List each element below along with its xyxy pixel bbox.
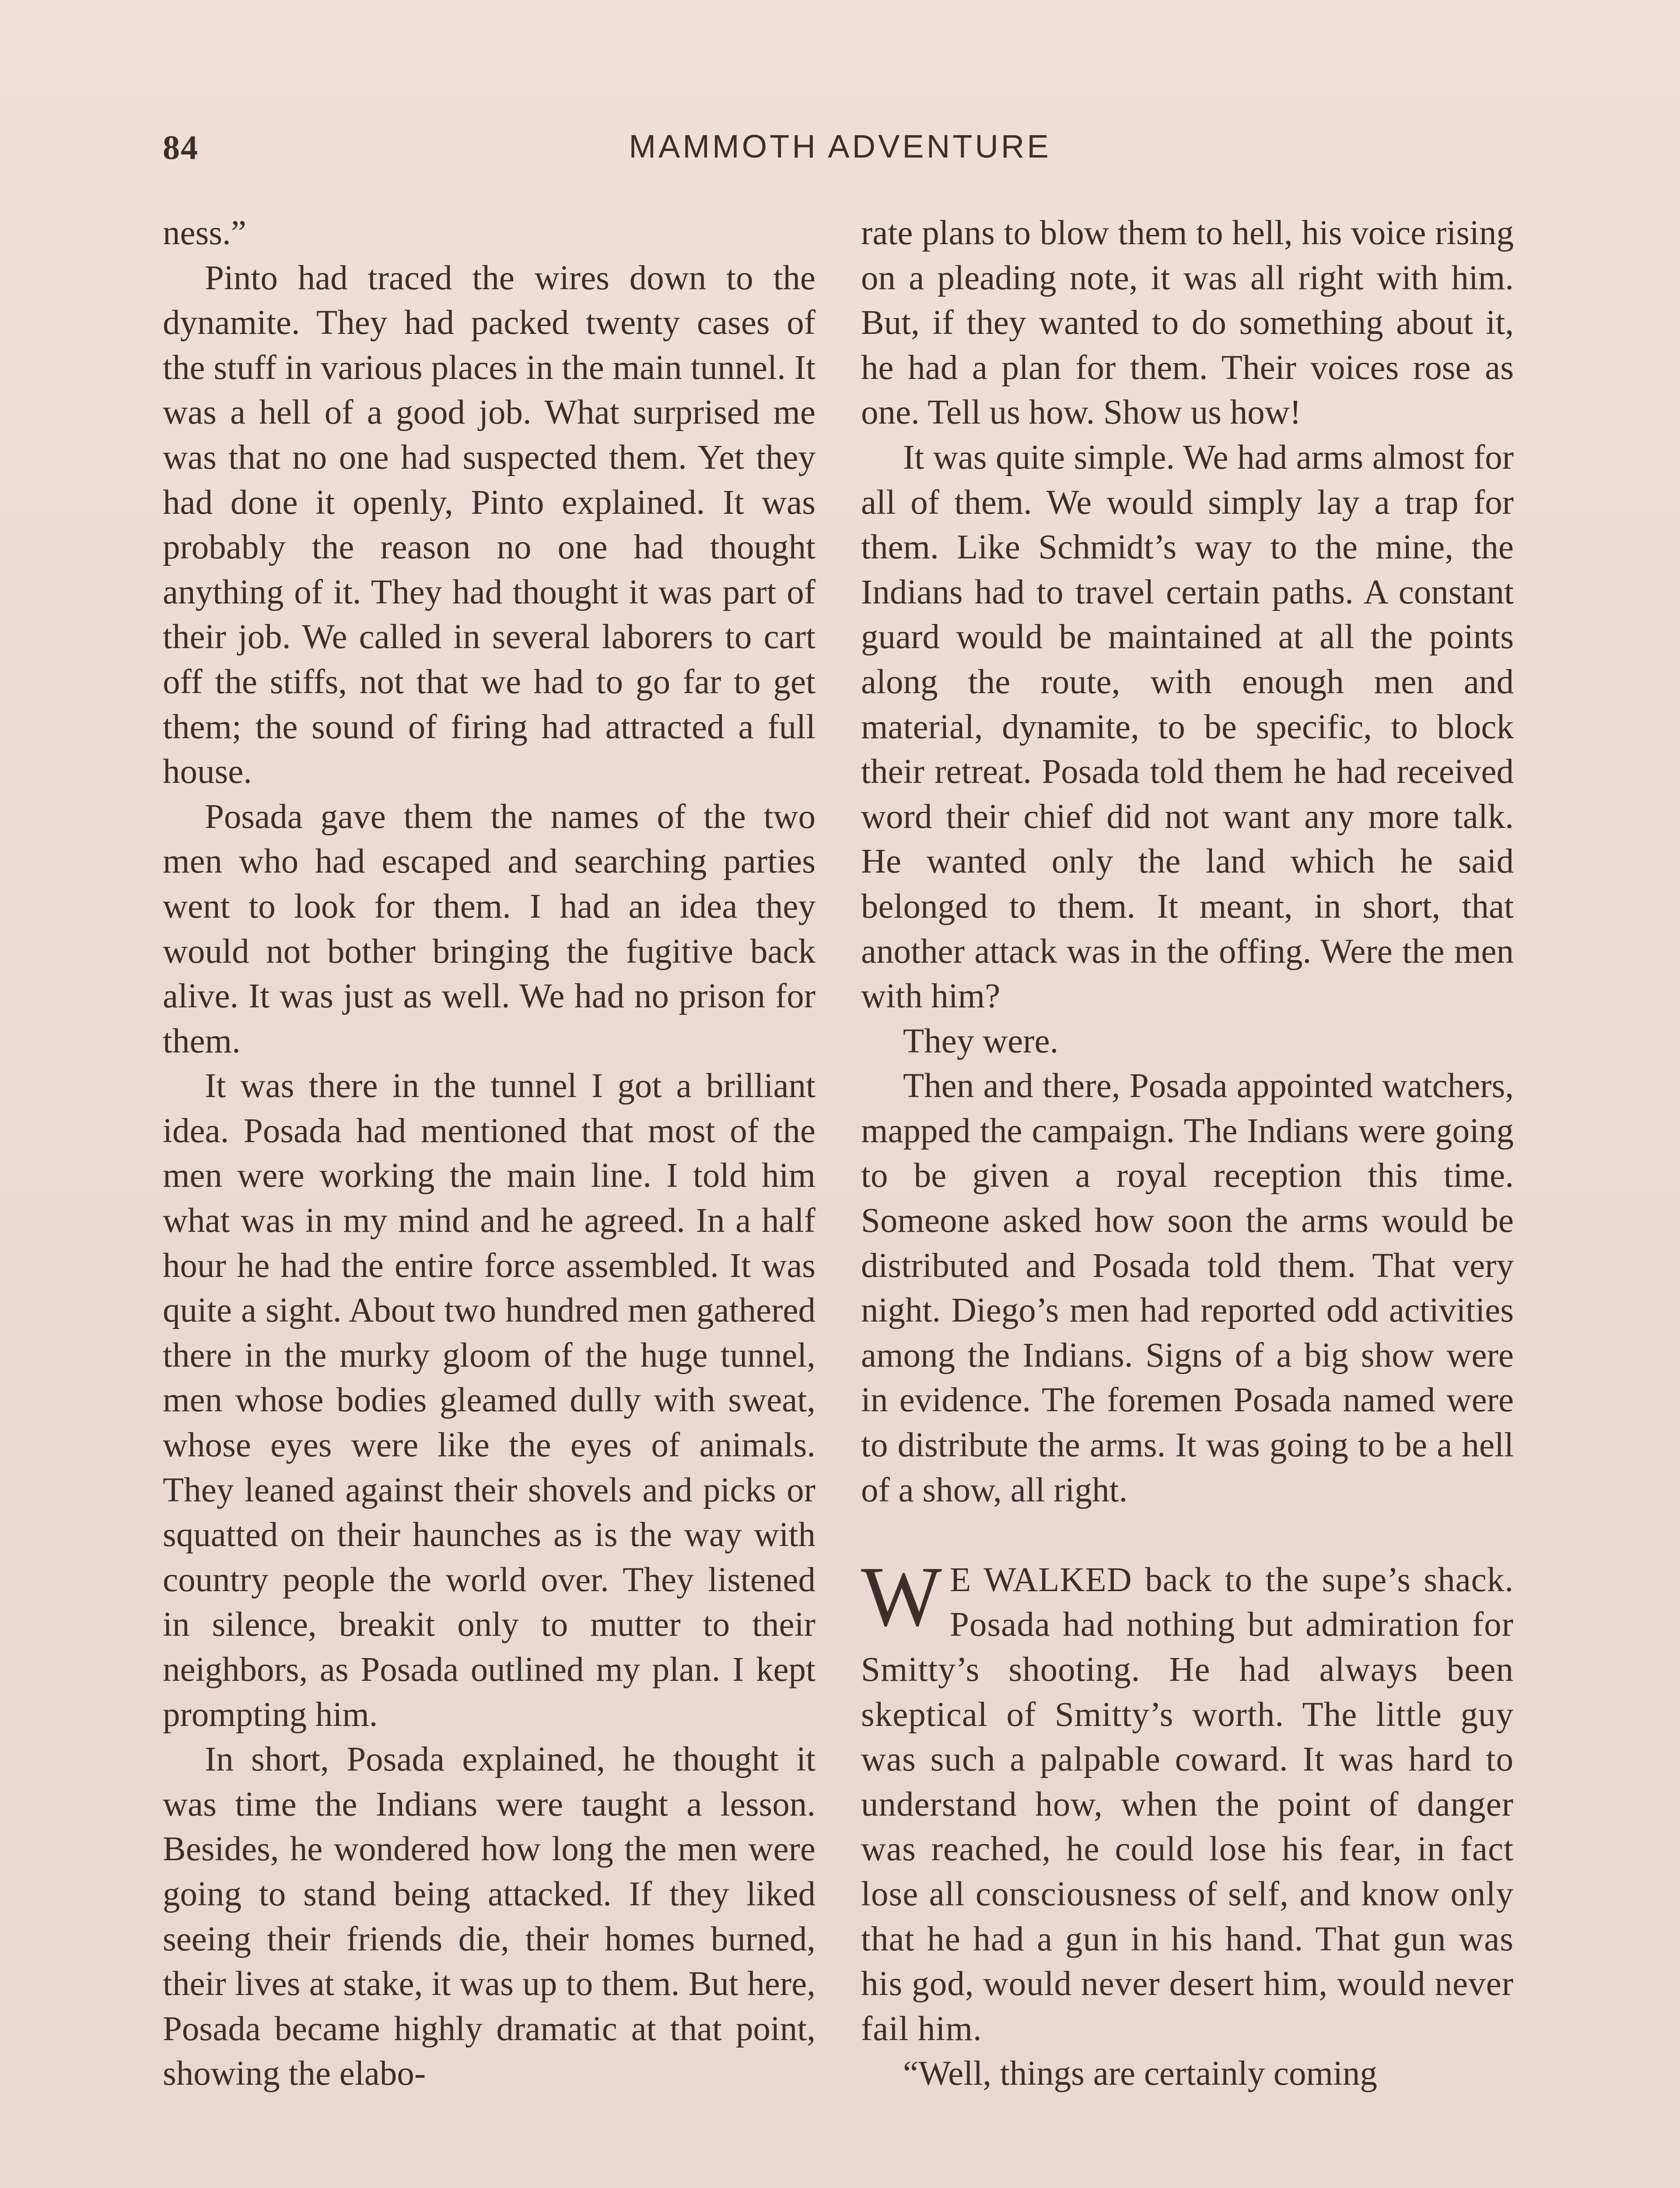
paragraph: They were. [903, 1022, 1059, 1060]
paragraph: ness.” [163, 214, 246, 252]
paragraph: rate plans to blow them to hell, his voice rising on a pleading note, it was all right with him. But, if they wanted to do something about it, he had a plan for them. Their voices rose as one. Tell us how. Show us how! [861, 214, 1514, 432]
paragraph-text: E WALKED back to the supe’s shack. Posada had nothing but admiration for Smitty’s shooting. He had always been skeptical of Smitty’s worth. The little guy was such a palpable coward. It was hard to understand how, when the point of danger was reached, he could lose his fear, in fact lose all consciousness of self, and know only that he had a gun in his hand. That gun was his god, would never desert him, would never fail him. [861, 1560, 1514, 2048]
running-head: MAMMOTH ADVENTURE [629, 128, 1051, 165]
drop-cap: W [861, 1549, 942, 1644]
right-column [861, 211, 1514, 2097]
paragraph: Pinto had traced the wires down to the dynamite. They had packed twenty cases of the stuff in various places in the main tunnel. It was a hell of a good job. What surprised me was that no one had suspected them. Yet they had done it openly, Pinto explained. It was probably the reason no one had thought anything of it. They had thought it was part of their job. We called in several laborers to cart off the stiffs, not that we had to go far to get them; the sound of firing had attracted a full house. [163, 259, 816, 791]
section-opening-paragraph [861, 1549, 1514, 2052]
left-column [163, 211, 816, 2097]
paragraph: In short, Posada explained, he thought it was time the Indians were taught a lesson. Besides, he wondered how long the men were going to stand being attacked. If they liked seeing their friends die, their homes burned, their lives at stake, it was up to them. But here, Posada became highly dramatic at that point, showing the elabo- [163, 1740, 816, 2093]
paragraph: “Well, things are certainly coming [903, 2055, 1377, 2093]
page-header [163, 128, 1517, 176]
paragraph: Posada gave them the names of the two men who had escaped and searching parties went to look for them. I had an idea they would not bother bringing the fugitive back alive. It was just as well. We had no prison for them. [163, 797, 816, 1060]
paragraph: Then and there, Posada appointed watchers, mapped the campaign. The Indians were going to be given a royal reception this time. Someone asked how soon the arms would be distributed and Posada told them. That very night. Diego’s men had reported odd activities among the Indians. Signs of a big show were in evidence. The foremen Posada named were to distribute the arms. It was going to be a hell of a show, all right. [861, 1067, 1514, 1509]
paragraph: It was there in the tunnel I got a brilliant idea. Posada had mentioned that most of the men were working the main line. I told him what was in my mind and he agreed. In a half hour he had the entire force assembled. It was quite a sight. About two hundred men gathered there in the murky gloom of the huge tunnel, men whose bodies gleamed dully with sweat, whose eyes were like the eyes of animals. They leaned against their shovels and picks or squatted on their haunches as is the way with country people the world over. They listened in silence, breakit only to mutter to their neighbors, as Posada outlined my plan. I kept prompting him. [163, 1067, 816, 1734]
page-number: 84 [163, 128, 199, 166]
paragraph: It was quite simple. We had arms almost for all of them. We would simply lay a trap for them. Like Schmidt’s way to the mine, the Indians had to travel certain paths. A constant guard would be maintained at all the points along the route, with enough men and material, dynamite, to be specific, to block their retreat. Posada told them he had received word their chief did not want any more talk. He wanted only the land which he said belonged to them. It meant, in short, that another attack was in the offing. Were the men with him? [861, 438, 1514, 1016]
